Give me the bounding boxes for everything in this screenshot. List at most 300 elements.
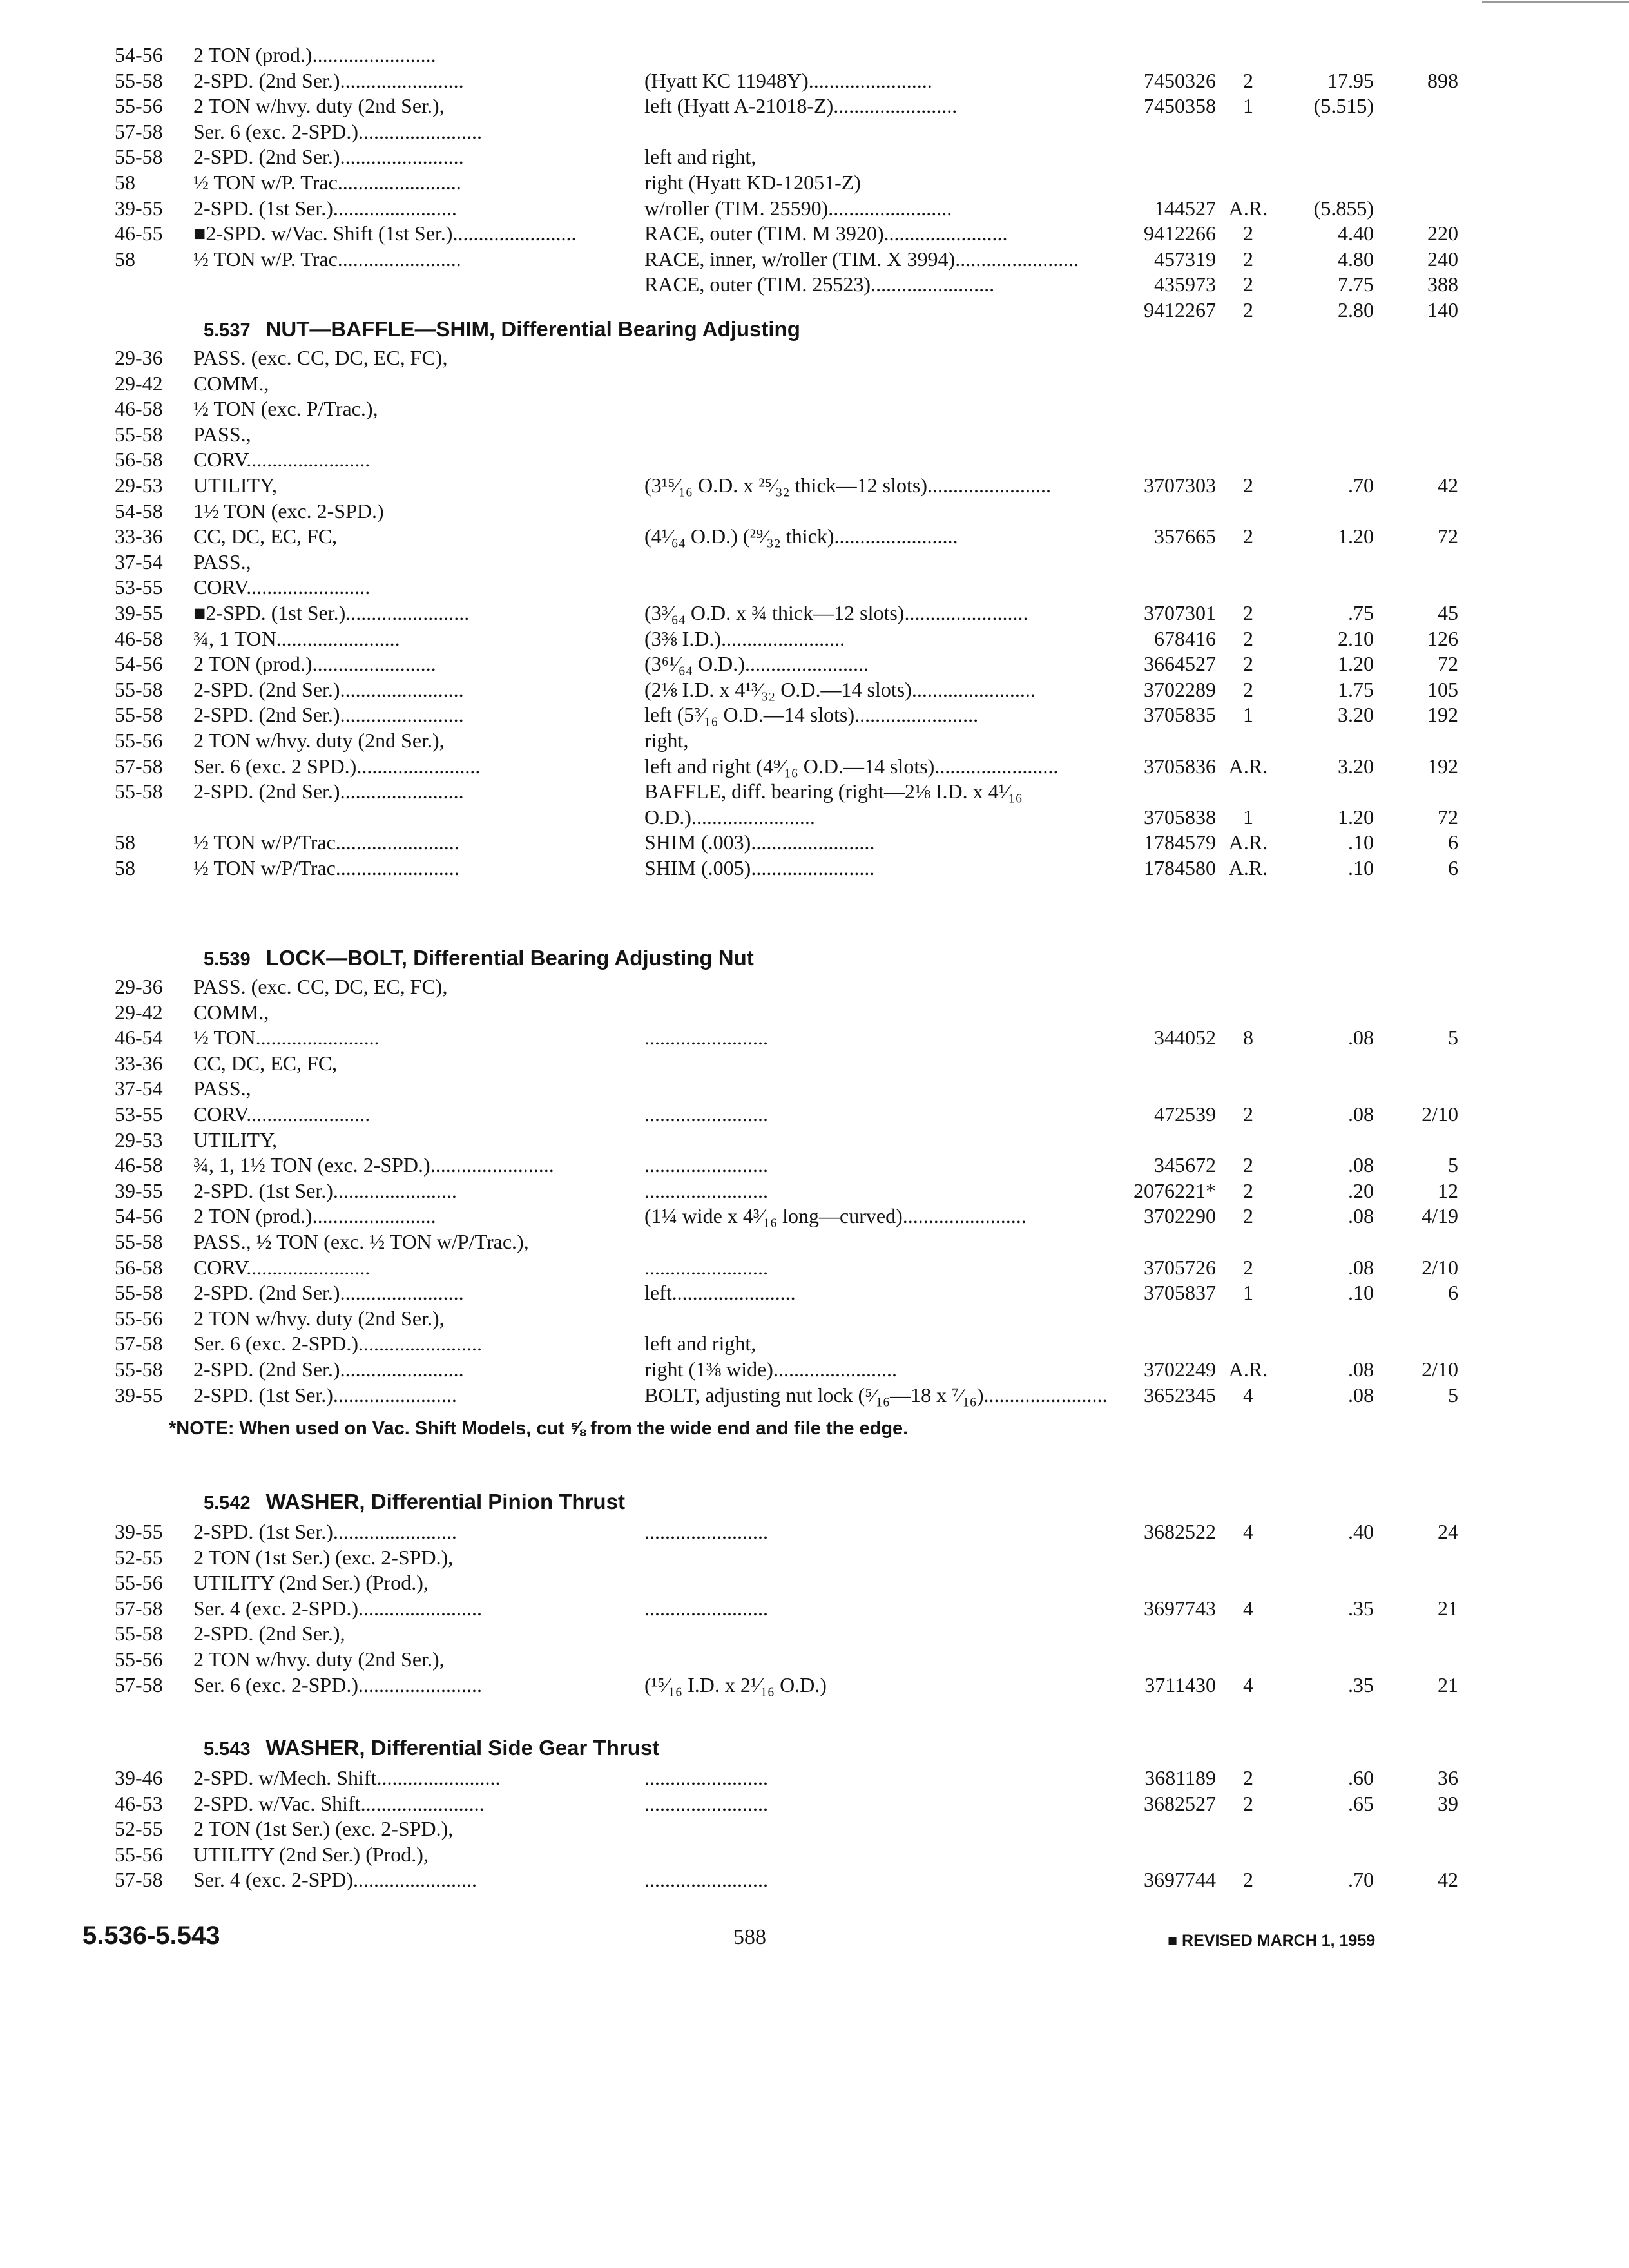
row-years: 29-36 — [115, 975, 163, 998]
page-number: 588 — [733, 1925, 766, 1949]
row-years: 52-55 — [115, 1546, 163, 1569]
row-description: O.D.)........................ — [644, 805, 815, 829]
row-price: .10 — [1348, 1281, 1374, 1304]
row-description: ........................ — [644, 1766, 768, 1789]
row-description: right (Hyatt KD-12051-Z) — [644, 171, 861, 194]
row-description: (3³⁄₆₄ O.D. x ¾ thick—12 slots)........................ — [644, 601, 1028, 624]
row-years: 53-55 — [115, 1102, 163, 1126]
row-models: 1½ TON (exc. 2-SPD.) — [193, 499, 384, 523]
row-models: 2-SPD. (2nd Ser.)........................ — [193, 1358, 464, 1381]
row-years: 57-58 — [115, 1597, 163, 1620]
section-title: WASHER, Differential Side Gear Thrust — [265, 1736, 660, 1760]
row-extension: 72 — [1438, 652, 1458, 675]
row-quantity: 2 — [1243, 1868, 1253, 1891]
section-heading-5-543 — [204, 1736, 659, 1760]
row-models: UTILITY, — [193, 474, 278, 497]
row-part-number: 144527 — [1154, 197, 1216, 220]
row-models: 2 TON w/hvy. duty (2nd Ser.), — [193, 1307, 445, 1330]
row-quantity: 4 — [1243, 1383, 1253, 1407]
row-quantity: 2 — [1243, 1204, 1253, 1227]
row-extension: 36 — [1438, 1766, 1458, 1789]
row-part-number: 435973 — [1154, 273, 1216, 296]
row-models: ■2-SPD. (1st Ser.)........................ — [193, 601, 470, 624]
row-extension: 42 — [1438, 1868, 1458, 1891]
row-price: 1.20 — [1338, 652, 1374, 675]
row-years: 37-54 — [115, 550, 163, 573]
row-part-number: 357665 — [1154, 524, 1216, 548]
row-years: 46-54 — [115, 1026, 163, 1049]
row-description: RACE, outer (TIM. 25523)........................ — [644, 273, 995, 296]
row-price: .08 — [1348, 1383, 1374, 1407]
row-models: ¾, 1 TON........................ — [193, 627, 400, 650]
row-extension: 12 — [1438, 1179, 1458, 1202]
section-code: 5.539 — [204, 949, 251, 970]
row-part-number: 9412267 — [1144, 298, 1216, 322]
row-models: ½ TON w/P/Trac........................ — [193, 831, 459, 854]
row-extension: 42 — [1438, 474, 1458, 497]
row-extension: 140 — [1427, 298, 1458, 322]
row-extension: 5 — [1448, 1153, 1458, 1177]
row-models: COMM., — [193, 1001, 269, 1024]
row-years: 46-58 — [115, 627, 163, 650]
row-price: .08 — [1348, 1026, 1374, 1049]
row-part-number: 3652345 — [1144, 1383, 1216, 1407]
row-description: left (Hyatt A-21018-Z)........................ — [644, 94, 958, 117]
row-years: 55-56 — [115, 1307, 163, 1330]
row-description: left and right (4⁹⁄₁₆ O.D.—14 slots)........................ — [644, 754, 1059, 778]
row-years: 46-58 — [115, 1153, 163, 1177]
row-years: 37-54 — [115, 1077, 163, 1100]
row-description: left........................ — [644, 1281, 796, 1304]
row-part-number: 678416 — [1154, 627, 1216, 650]
section-heading-5-542 — [204, 1490, 625, 1514]
row-years: 52-55 — [115, 1817, 163, 1840]
row-part-number: 3697744 — [1144, 1868, 1216, 1891]
row-models: 2 TON w/hvy. duty (2nd Ser.), — [193, 1648, 445, 1671]
row-quantity: 2 — [1243, 69, 1253, 92]
row-models: CC, DC, EC, FC, — [193, 1052, 338, 1075]
section-title: LOCK—BOLT, Differential Bearing Adjusting Nut — [265, 946, 754, 970]
row-models: ■2-SPD. w/Vac. Shift (1st Ser.)........................ — [193, 222, 577, 245]
row-quantity: 1 — [1243, 94, 1253, 117]
section-heading-5-537 — [204, 317, 800, 341]
row-description: BOLT, adjusting nut lock (⁵⁄₁₆—18 x ⁷⁄₁₆)........................ — [644, 1383, 1108, 1407]
row-models: CC, DC, EC, FC, — [193, 524, 338, 548]
row-years: 55-58 — [115, 69, 163, 92]
row-models: 2-SPD. (2nd Ser.)........................ — [193, 145, 464, 168]
row-description: SHIM (.003)........................ — [644, 831, 875, 854]
row-extension: 5 — [1448, 1383, 1458, 1407]
row-extension: 45 — [1438, 601, 1458, 624]
row-models: ½ TON........................ — [193, 1026, 380, 1049]
row-models: 2-SPD. (2nd Ser.)........................ — [193, 69, 464, 92]
row-quantity: 2 — [1243, 627, 1253, 650]
row-price: 4.40 — [1338, 222, 1374, 245]
row-quantity: 1 — [1243, 703, 1253, 726]
row-price: 7.75 — [1338, 273, 1374, 296]
row-years: 53-55 — [115, 575, 163, 599]
row-years: 55-56 — [115, 729, 163, 752]
row-years: 56-58 — [115, 448, 163, 471]
row-quantity: A.R. — [1228, 754, 1268, 778]
row-description: (3⁶¹⁄₆₄ O.D.)........................ — [644, 652, 869, 675]
row-years: 57-58 — [115, 1332, 163, 1355]
revised-date: ■ REVISED MARCH 1, 1959 — [1168, 1932, 1376, 1950]
row-description: w/roller (TIM. 25590)........................ — [644, 197, 952, 220]
row-models: Ser. 6 (exc. 2-SPD.)........................ — [193, 120, 482, 143]
row-price: 4.80 — [1338, 247, 1374, 271]
row-years: 55-58 — [115, 780, 163, 803]
row-description: right (1⅜ wide)........................ — [644, 1358, 897, 1381]
row-years: 55-56 — [115, 1571, 163, 1594]
row-models: 2-SPD. (2nd Ser.)........................ — [193, 1281, 464, 1304]
row-part-number: 345672 — [1154, 1153, 1216, 1177]
row-extension: 21 — [1438, 1597, 1458, 1620]
row-years: 39-55 — [115, 601, 163, 624]
row-description: (1¼ wide x 4³⁄₁₆ long—curved)........................ — [644, 1204, 1027, 1227]
row-description: BAFFLE, diff. bearing (right—2⅛ I.D. x 4¹⁄₁₆ — [644, 780, 1023, 803]
row-models: Ser. 6 (exc. 2-SPD.)........................ — [193, 1332, 482, 1355]
row-price: .35 — [1348, 1597, 1374, 1620]
row-description: right, — [644, 729, 689, 752]
row-extension: 21 — [1438, 1673, 1458, 1696]
row-models: PASS., ½ TON (exc. ½ TON w/P/Trac.), — [193, 1230, 529, 1253]
row-part-number: 3707303 — [1144, 474, 1216, 497]
row-years: 54-56 — [115, 43, 163, 66]
row-description: ........................ — [644, 1102, 768, 1126]
row-description: (3¹⁵⁄₁₆ O.D. x ²⁵⁄₃₂ thick—12 slots)........................ — [644, 474, 1052, 497]
row-description: (4¹⁄₆₄ O.D.) (²⁹⁄₃₂ thick)........................ — [644, 524, 958, 548]
row-part-number: 3711430 — [1144, 1673, 1216, 1696]
row-quantity: A.R. — [1228, 197, 1268, 220]
row-years: 58 — [115, 247, 135, 271]
row-models: 2-SPD. (2nd Ser.)........................ — [193, 703, 464, 726]
row-years: 55-58 — [115, 423, 163, 446]
section-range: 5.536-5.543 — [82, 1921, 220, 1950]
row-part-number: 2076221* — [1133, 1179, 1216, 1202]
row-years: 54-56 — [115, 1204, 163, 1227]
row-models: CORV........................ — [193, 448, 371, 471]
row-part-number: 1784579 — [1144, 831, 1216, 854]
row-years: 57-58 — [115, 1673, 163, 1696]
row-description: left (5³⁄₁₆ O.D.—14 slots)........................ — [644, 703, 979, 726]
row-models: 2 TON (prod.)........................ — [193, 652, 436, 675]
row-quantity: 2 — [1243, 1179, 1253, 1202]
row-quantity: 4 — [1243, 1673, 1253, 1696]
row-description: RACE, outer (TIM. M 3920)........................ — [644, 222, 1008, 245]
row-quantity: 4 — [1243, 1520, 1253, 1543]
row-extension: 240 — [1427, 247, 1458, 271]
row-description: (Hyatt KC 11948Y)........................ — [644, 69, 932, 92]
row-quantity: 1 — [1243, 805, 1253, 829]
row-part-number: 3702249 — [1144, 1358, 1216, 1381]
row-years: 56-58 — [115, 1256, 163, 1279]
row-part-number: 7450358 — [1144, 94, 1216, 117]
row-years: 54-56 — [115, 652, 163, 675]
row-part-number: 3702290 — [1144, 1204, 1216, 1227]
row-price: 1.75 — [1338, 678, 1374, 701]
row-models: 2-SPD. (1st Ser.)........................ — [193, 1179, 457, 1202]
row-years: 55-56 — [115, 1843, 163, 1866]
row-years: 55-58 — [115, 1622, 163, 1645]
row-description: (2⅛ I.D. x 4¹³⁄₃₂ O.D.—14 slots)........................ — [644, 678, 1036, 701]
row-models: 2-SPD. (2nd Ser.)........................ — [193, 780, 464, 803]
row-quantity: 2 — [1243, 298, 1253, 322]
row-extension: 2/10 — [1422, 1358, 1458, 1381]
row-models: Ser. 6 (exc. 2 SPD.)........................ — [193, 754, 481, 778]
row-models: 2-SPD. (2nd Ser.)........................ — [193, 678, 464, 701]
row-part-number: 3697743 — [1144, 1597, 1216, 1620]
row-quantity: A.R. — [1228, 831, 1268, 854]
row-price: 2.80 — [1338, 298, 1374, 322]
row-extension: 4/19 — [1422, 1204, 1458, 1227]
row-years: 55-58 — [115, 1281, 163, 1304]
row-description: ........................ — [644, 1153, 768, 1177]
row-extension: 24 — [1438, 1520, 1458, 1543]
row-models: PASS., — [193, 423, 251, 446]
row-price: .40 — [1348, 1520, 1374, 1543]
row-extension: 388 — [1427, 273, 1458, 296]
row-years: 29-42 — [115, 372, 163, 395]
row-part-number: 7450326 — [1144, 69, 1216, 92]
row-price: .65 — [1348, 1792, 1374, 1815]
row-quantity: 2 — [1243, 273, 1253, 296]
row-description: SHIM (.005)........................ — [644, 856, 875, 879]
row-years: 29-53 — [115, 1128, 163, 1151]
row-quantity: 2 — [1243, 524, 1253, 548]
row-price: 3.20 — [1338, 703, 1374, 726]
row-extension: 72 — [1438, 805, 1458, 829]
row-models: PASS., — [193, 550, 251, 573]
row-part-number: 3702289 — [1144, 678, 1216, 701]
row-quantity: 2 — [1243, 474, 1253, 497]
row-years: 57-58 — [115, 1868, 163, 1891]
row-price: .08 — [1348, 1256, 1374, 1279]
row-price: .70 — [1348, 1868, 1374, 1891]
row-part-number: 3705726 — [1144, 1256, 1216, 1279]
section-note: *NOTE: When used on Vac. Shift Models, cut ⅝ from the wide end and file the edge. — [169, 1418, 909, 1439]
row-quantity: A.R. — [1228, 856, 1268, 879]
row-years: 46-58 — [115, 397, 163, 420]
row-years: 57-58 — [115, 120, 163, 143]
row-models: 2-SPD. (1st Ser.)........................ — [193, 1383, 457, 1407]
row-years: 39-55 — [115, 197, 163, 220]
row-years: 55-58 — [115, 1358, 163, 1381]
row-years: 39-55 — [115, 1179, 163, 1202]
row-description: ........................ — [644, 1179, 768, 1202]
row-models: Ser. 4 (exc. 2-SPD)........................ — [193, 1868, 477, 1891]
row-price: .20 — [1348, 1179, 1374, 1202]
row-models: 2 TON (prod.)........................ — [193, 43, 436, 66]
section-code: 5.543 — [204, 1739, 251, 1760]
row-description: RACE, inner, w/roller (TIM. X 3994)........................ — [644, 247, 1079, 271]
row-models: UTILITY, — [193, 1128, 278, 1151]
section-heading-5-539 — [204, 946, 754, 970]
row-years: 39-46 — [115, 1766, 163, 1789]
row-models: 2 TON w/hvy. duty (2nd Ser.), — [193, 729, 445, 752]
row-quantity: 2 — [1243, 222, 1253, 245]
row-part-number: 3705836 — [1144, 754, 1216, 778]
row-quantity: 2 — [1243, 247, 1253, 271]
row-years: 46-55 — [115, 222, 163, 245]
row-quantity: 2 — [1243, 1102, 1253, 1126]
row-years: 39-55 — [115, 1383, 163, 1407]
row-years: 55-56 — [115, 94, 163, 117]
row-description: (¹⁵⁄₁₆ I.D. x 2¹⁄₁₆ O.D.) — [644, 1673, 827, 1696]
row-extension: 39 — [1438, 1792, 1458, 1815]
row-quantity: 2 — [1243, 678, 1253, 701]
section-title: WASHER, Differential Pinion Thrust — [265, 1490, 625, 1514]
row-price: .75 — [1348, 601, 1374, 624]
row-extension: 2/10 — [1422, 1256, 1458, 1279]
row-models: ½ TON w/P. Trac........................ — [193, 247, 461, 271]
row-models: UTILITY (2nd Ser.) (Prod.), — [193, 1571, 429, 1594]
row-models: PASS. (exc. CC, DC, EC, FC), — [193, 975, 448, 998]
row-quantity: 2 — [1243, 652, 1253, 675]
row-years: 55-56 — [115, 1648, 163, 1671]
row-years: 55-58 — [115, 145, 163, 168]
row-extension: 6 — [1448, 1281, 1458, 1304]
row-models: CORV........................ — [193, 575, 371, 599]
row-description: ........................ — [644, 1597, 768, 1620]
row-models: 2-SPD. (1st Ser.)........................ — [193, 197, 457, 220]
row-models: ¾, 1, 1½ TON (exc. 2-SPD.)........................ — [193, 1153, 554, 1177]
row-description: ........................ — [644, 1868, 768, 1891]
row-part-number: 1784580 — [1144, 856, 1216, 879]
row-description: (3⅜ I.D.)........................ — [644, 627, 845, 650]
row-models: Ser. 4 (exc. 2-SPD.)........................ — [193, 1597, 482, 1620]
row-quantity: 2 — [1243, 1153, 1253, 1177]
row-price: (5.515) — [1313, 94, 1374, 117]
row-models: Ser. 6 (exc. 2-SPD.)........................ — [193, 1673, 482, 1696]
row-quantity: 2 — [1243, 1256, 1253, 1279]
row-price: .08 — [1348, 1358, 1374, 1381]
row-models: 2-SPD. (2nd Ser.), — [193, 1622, 345, 1645]
row-price: .10 — [1348, 831, 1374, 854]
section-code: 5.542 — [204, 1493, 251, 1514]
row-quantity: 2 — [1243, 1766, 1253, 1789]
row-models: PASS., — [193, 1077, 251, 1100]
row-part-number: 3707301 — [1144, 601, 1216, 624]
row-part-number: 3682522 — [1144, 1520, 1216, 1543]
row-part-number: 344052 — [1154, 1026, 1216, 1049]
row-price: 3.20 — [1338, 754, 1374, 778]
row-quantity: 2 — [1243, 601, 1253, 624]
row-years: 54-58 — [115, 499, 163, 523]
row-part-number: 3681189 — [1144, 1766, 1216, 1789]
row-years: 39-55 — [115, 1520, 163, 1543]
row-extension: 192 — [1427, 703, 1458, 726]
row-extension: 6 — [1448, 831, 1458, 854]
row-models: UTILITY (2nd Ser.) (Prod.), — [193, 1843, 429, 1866]
row-years: 55-58 — [115, 1230, 163, 1253]
row-price: .60 — [1348, 1766, 1374, 1789]
row-part-number: 457319 — [1154, 247, 1216, 271]
row-price: .35 — [1348, 1673, 1374, 1696]
row-description: ........................ — [644, 1792, 768, 1815]
row-quantity: A.R. — [1228, 1358, 1268, 1381]
row-models: 2-SPD. w/Mech. Shift........................ — [193, 1766, 501, 1789]
row-description: ........................ — [644, 1026, 768, 1049]
row-quantity: 1 — [1243, 1281, 1253, 1304]
row-models: CORV........................ — [193, 1256, 371, 1279]
row-years: 55-58 — [115, 703, 163, 726]
row-extension: 105 — [1427, 678, 1458, 701]
row-years: 33-36 — [115, 1052, 163, 1075]
row-years: 29-42 — [115, 1001, 163, 1024]
row-description: left and right, — [644, 1332, 757, 1355]
row-years: 33-36 — [115, 524, 163, 548]
row-price: 1.20 — [1338, 524, 1374, 548]
row-years: 58 — [115, 856, 135, 879]
row-description: ........................ — [644, 1256, 768, 1279]
row-years: 29-36 — [115, 346, 163, 369]
row-years: 58 — [115, 831, 135, 854]
row-models: COMM., — [193, 372, 269, 395]
row-years: 57-58 — [115, 754, 163, 778]
row-part-number: 3705837 — [1144, 1281, 1216, 1304]
row-part-number: 9412266 — [1144, 222, 1216, 245]
section-code: 5.537 — [204, 320, 251, 341]
row-years: 58 — [115, 171, 135, 194]
row-price: .08 — [1348, 1204, 1374, 1227]
top-edge-rule — [1482, 1, 1629, 3]
row-price: .08 — [1348, 1153, 1374, 1177]
section-title: NUT—BAFFLE—SHIM, Differential Bearing Adjusting — [265, 317, 800, 341]
row-part-number: 3664527 — [1144, 652, 1216, 675]
row-price: (5.855) — [1313, 197, 1374, 220]
row-price: .10 — [1348, 856, 1374, 879]
row-models: ½ TON w/P/Trac........................ — [193, 856, 459, 879]
row-models: ½ TON (exc. P/Trac.), — [193, 397, 378, 420]
row-part-number: 3705835 — [1144, 703, 1216, 726]
row-years: 55-58 — [115, 678, 163, 701]
row-part-number: 472539 — [1154, 1102, 1216, 1126]
row-extension: 220 — [1427, 222, 1458, 245]
row-extension: 72 — [1438, 524, 1458, 548]
row-quantity: 2 — [1243, 1792, 1253, 1815]
row-models: 2-SPD. w/Vac. Shift........................ — [193, 1792, 485, 1815]
row-models: 2 TON w/hvy. duty (2nd Ser.), — [193, 94, 445, 117]
row-extension: 6 — [1448, 856, 1458, 879]
row-years: 29-53 — [115, 474, 163, 497]
row-price: 1.20 — [1338, 805, 1374, 829]
row-part-number: 3705838 — [1144, 805, 1216, 829]
row-price: .70 — [1348, 474, 1374, 497]
row-extension: 2/10 — [1422, 1102, 1458, 1126]
row-quantity: 8 — [1243, 1026, 1253, 1049]
row-models: 2 TON (prod.)........................ — [193, 1204, 436, 1227]
row-price: 2.10 — [1338, 627, 1374, 650]
row-models: CORV........................ — [193, 1102, 371, 1126]
row-extension: 126 — [1427, 627, 1458, 650]
row-price: .08 — [1348, 1102, 1374, 1126]
row-extension: 192 — [1427, 754, 1458, 778]
row-quantity: 4 — [1243, 1597, 1253, 1620]
row-extension: 898 — [1427, 69, 1458, 92]
row-description: ........................ — [644, 1520, 768, 1543]
row-years: 46-53 — [115, 1792, 163, 1815]
row-extension: 5 — [1448, 1026, 1458, 1049]
row-models: PASS. (exc. CC, DC, EC, FC), — [193, 346, 448, 369]
row-price: 17.95 — [1327, 69, 1374, 92]
row-models: ½ TON w/P. Trac........................ — [193, 171, 461, 194]
row-models: 2 TON (1st Ser.) (exc. 2-SPD.), — [193, 1546, 454, 1569]
row-part-number: 3682527 — [1144, 1792, 1216, 1815]
row-models: 2-SPD. (1st Ser.)........................ — [193, 1520, 457, 1543]
row-description: left and right, — [644, 145, 757, 168]
row-models: 2 TON (1st Ser.) (exc. 2-SPD.), — [193, 1817, 454, 1840]
